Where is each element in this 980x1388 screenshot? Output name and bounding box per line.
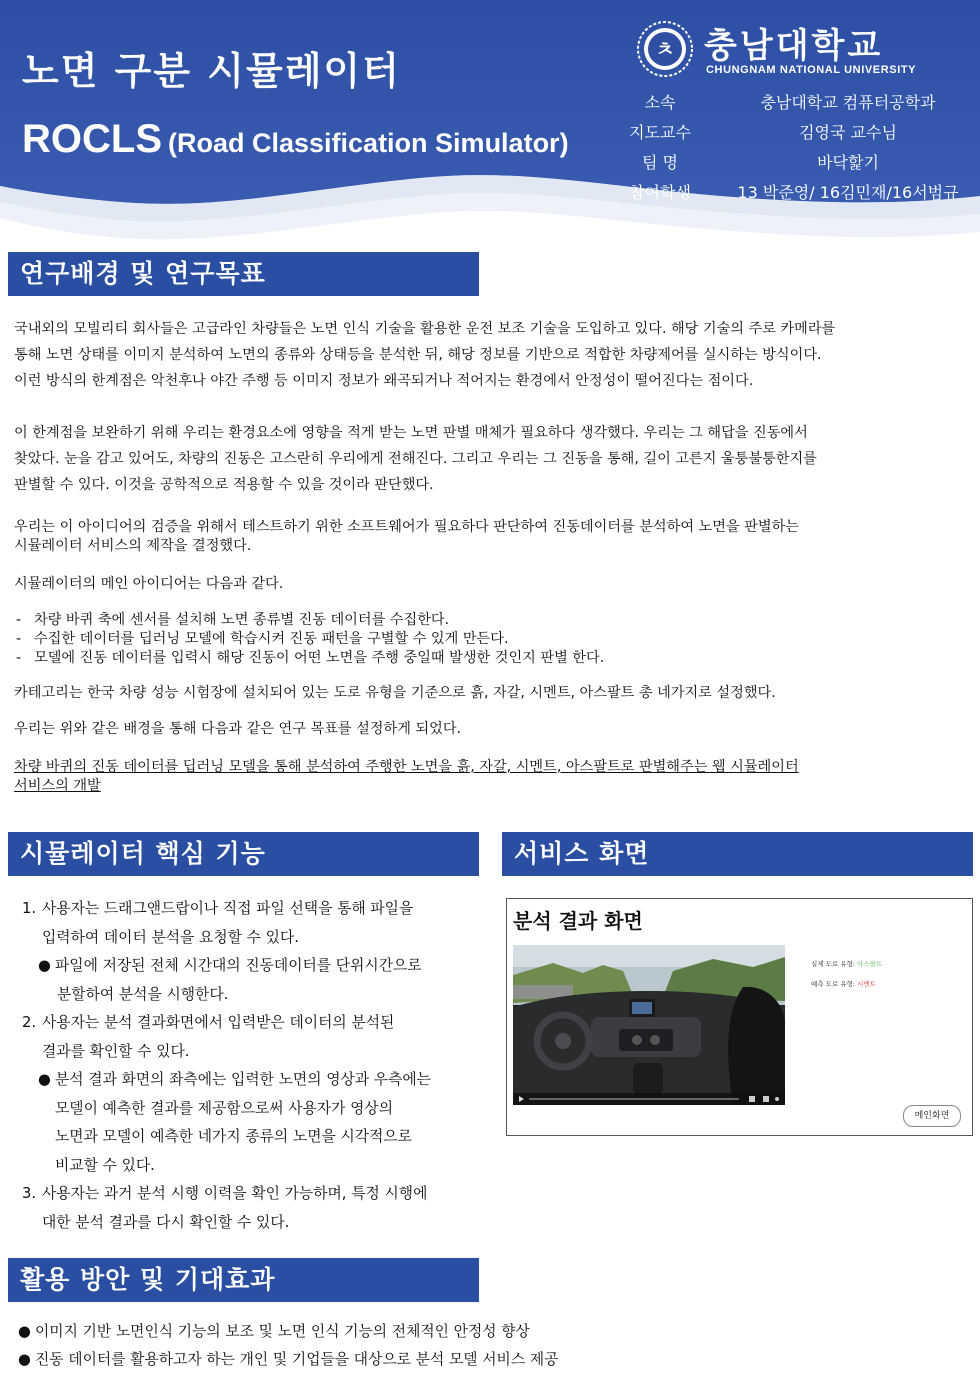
road-video-player[interactable] <box>513 945 785 1105</box>
text-line: 찾았다. 눈을 감고 있어도, 차량의 진동은 고스란히 우리에게 전해진다. 그리고 우리는 그 진동을 통해, 길이 고른지 울퉁불퉁한지를 <box>14 451 817 467</box>
text-line: 노면과 모델이 예측한 네가지 종류의 노면을 시각적으로 <box>55 1128 412 1145</box>
list-item <box>14 611 969 630</box>
feature-text <box>42 1180 492 1237</box>
background-paragraph-4: 시뮬레이터의 메인 아이디어는 다음과 같다. <box>14 576 284 592</box>
project-acronym: ROCLS <box>22 117 162 161</box>
header-banner <box>0 0 980 250</box>
text-line: 파일에 저장된 전체 시간대의 진동데이터를 단위시간으로 <box>55 957 422 974</box>
project-fullname: (Road Classification Simulator) <box>168 128 569 158</box>
text-line: 분석 결과 화면의 좌측에는 입력한 노면의 영상과 우측에는 <box>55 1071 431 1088</box>
actual-road-type <box>811 959 882 968</box>
text-line: 입력하여 데이터 분석을 요청할 수 있다. <box>42 928 299 946</box>
text-line: 통해 노면 상태를 이미지 분석하여 노면의 종류와 상태등을 분석한 뒤, 해당 정보를 기반으로 적합한 차량제어를 실시하는 방식이다. <box>14 347 822 363</box>
text-line: 우리는 이 아이디어의 검증을 위해서 테스트하기 위한 소프트웨어가 필요하다 판단하여 진동데이터를 분석하여 노면을 판별하는 <box>14 519 800 535</box>
bullet-icon: ● <box>38 957 51 974</box>
background-paragraph-2 <box>14 420 969 498</box>
poster-subtitle <box>22 117 569 162</box>
text-line: 시뮬레이터 서비스의 제작을 결정했다. <box>14 538 252 554</box>
background-paragraph-6: 우리는 위와 같은 배경을 통해 다음과 같은 연구 목표를 설정하게 되었다. <box>14 721 462 737</box>
bullet-icon: ● <box>18 1351 31 1368</box>
dash-marker: - <box>16 612 22 628</box>
list-item-text: 모델에 진동 데이터를 입력시 해당 진동이 어떤 노면을 주행 중일때 발생한 것인지 판별 한다. <box>34 650 605 666</box>
dash-marker: - <box>16 650 22 666</box>
text-line: 대한 분석 결과를 다시 확인할 수 있다. <box>42 1213 290 1231</box>
info-row-advisor <box>600 120 975 150</box>
list-item <box>14 649 969 668</box>
feature-text <box>42 1009 492 1066</box>
bullet-icon: ● <box>38 1071 51 1088</box>
info-row-team <box>600 150 975 180</box>
feature-number: 2. <box>22 1014 37 1031</box>
text-line: 사용자는 과거 분석 시행 이력을 확인 가능하며, 특정 시행에 <box>42 1185 428 1202</box>
poster-title: 노면 구분 시뮬레이터 <box>22 49 401 93</box>
feature-detail-text <box>55 952 485 1009</box>
text-line: 이런 방식의 한계점은 악천후나 야간 주행 등 이미지 정보가 왜곡되거나 적어지는 환경에서 안정성이 떨어진다는 점이다. <box>14 373 754 389</box>
text-line: 결과를 확인할 수 있다. <box>42 1042 190 1060</box>
text-line: 사용자는 드래그앤드랍이나 직접 파일 선택을 통해 파일을 <box>42 900 414 917</box>
info-value: 김영국 교수님 <box>799 123 897 142</box>
dashcam-frame-image <box>513 945 785 1105</box>
effect-text: 진동 데이터를 활용하고자 하는 개인 및 기업들을 대상으로 분석 모델 서비스 제공 <box>35 1351 559 1368</box>
text-line: 국내외의 모빌리티 회사들은 고급라인 차량들은 노면 인식 기술을 활용한 운전 보조 기술을 도입하고 있다. 해당 기술의 주로 카메라를 <box>14 321 836 337</box>
actual-road-type-value: 아스팔트 <box>857 960 883 968</box>
university-logo <box>636 12 956 82</box>
list-item-text: 차량 바퀴 축에 센서를 설치해 노면 종류별 진동 데이터를 수집한다. <box>34 612 450 628</box>
bullet-icon: ● <box>18 1323 31 1340</box>
text-line: 차량 바퀴의 진동 데이터를 딥러닝 모델을 통해 분석하여 주행한 노면을 흙, 자갈, 시멘트, 아스팔트로 판별해주는 웹 시뮬레이터 <box>14 759 799 775</box>
panel-title: 분석 결과 화면 <box>513 909 643 933</box>
info-value: 충남대학교 컴퓨터공학과 <box>760 93 936 112</box>
main-screen-button[interactable]: 메인화면 <box>903 1105 961 1127</box>
text-line: 모델이 예측한 결과를 제공함으로써 사용자가 영상의 <box>55 1099 393 1117</box>
info-label: 지도교수 <box>629 123 691 142</box>
info-value: 13 박준영/ 16김민재/16서범규 <box>737 183 959 202</box>
text-line: 판별할 수 있다. 이것을 공학적으로 적용할 수 있을 것이라 판단했다. <box>14 477 434 493</box>
main-idea-list <box>14 611 969 668</box>
background-paragraph-1 <box>14 316 969 394</box>
section-heading-service: 서비스 화면 <box>502 832 973 876</box>
info-row-students <box>600 180 975 210</box>
list-item <box>14 630 969 649</box>
info-label: 팀 명 <box>642 153 678 172</box>
actual-road-type-label: 실제 도로 유형: <box>811 960 858 968</box>
section-heading-features: 시뮬레이터 핵심 기능 <box>8 832 479 876</box>
text-line: 사용자는 분석 결과화면에서 입력받은 데이터의 분석된 <box>42 1014 395 1031</box>
feature-number: 3. <box>22 1185 37 1202</box>
team-info <box>600 90 975 210</box>
feature-text <box>42 895 492 952</box>
university-name-en: CHUNGNAM NATIONAL UNIVERSITY <box>706 64 917 76</box>
section-heading-background: 연구배경 및 연구목표 <box>8 252 479 296</box>
info-row-affiliation <box>600 90 975 120</box>
dash-marker: - <box>16 631 22 647</box>
university-emblem-icon <box>636 20 694 78</box>
background-paragraph-5: 카테고리는 한국 차량 성능 시험장에 설치되어 있는 도로 유형을 기준으로 흙, 자갈, 시멘트, 아스팔트 총 네가지로 설정했다. <box>14 685 776 701</box>
info-label: 소속 <box>644 93 676 112</box>
text-line: 비교할 수 있다. <box>55 1156 155 1174</box>
list-item-text: 수집한 데이터를 딥러닝 모델에 학습시켜 진동 패턴을 구별할 수 있게 만든다. <box>34 631 509 647</box>
info-label: 참여학생 <box>629 183 691 202</box>
service-screenshot <box>506 898 973 1136</box>
text-line: 이 한계점을 보완하기 위해 우리는 환경요소에 영향을 적게 받는 노면 판별 매체가 필요하다 생각했다. 우리는 그 해답을 진동에서 <box>14 425 808 441</box>
emblem-letter: ㅊ <box>655 37 675 61</box>
predicted-road-type <box>811 979 876 988</box>
predicted-road-type-value: 시멘트 <box>857 980 876 988</box>
section-heading-effects: 활용 방안 및 기대효과 <box>8 1258 479 1302</box>
background-paragraph-3 <box>14 518 969 556</box>
text-line: 서비스의 개발 <box>14 778 101 794</box>
university-name: 충남대학교 <box>704 26 884 66</box>
feature-number: 1. <box>22 900 37 917</box>
info-value: 바닥핥기 <box>817 153 879 172</box>
text-line: 분할하여 분석을 시행한다. <box>57 985 229 1003</box>
effect-text: 이미지 기반 노면인식 기능의 보조 및 노면 인식 기능의 전체적인 안정성 향상 <box>35 1323 530 1340</box>
predicted-road-type-label: 예측 도로 유형: <box>811 980 858 988</box>
research-goal <box>14 758 969 796</box>
feature-detail-text <box>55 1066 485 1180</box>
